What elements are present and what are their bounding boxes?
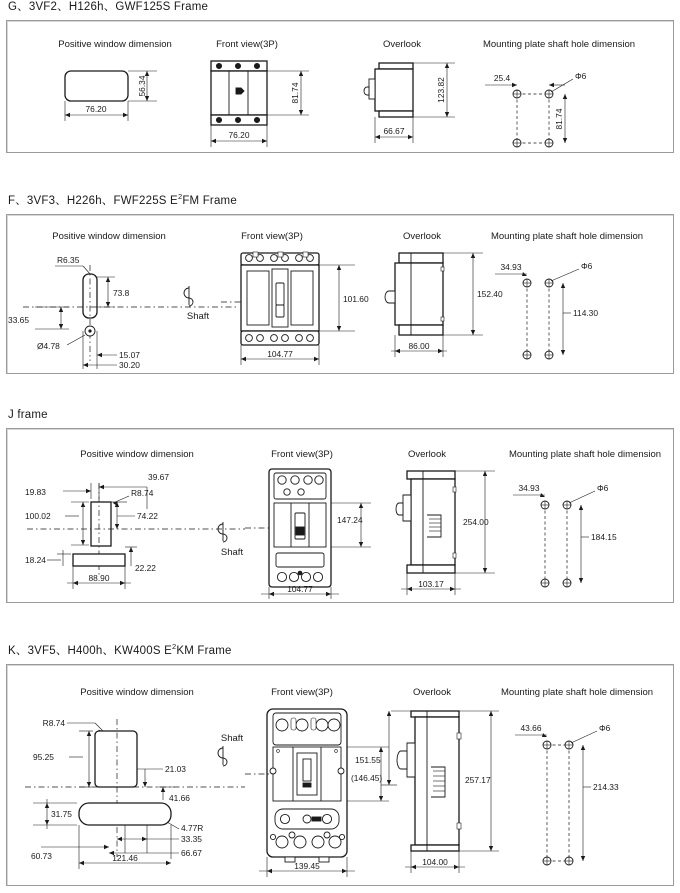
dim-height-overlook-g: 123.82 bbox=[436, 77, 446, 103]
panel-title-front-view-k: Front view(3P) bbox=[271, 686, 333, 698]
drawing-mounting-f bbox=[500, 251, 677, 371]
dim-d1-positive-window-f: 15.07 bbox=[119, 349, 140, 360]
dim-lower-h-positive-window-k: 31.75 bbox=[51, 808, 72, 819]
drawing-overlook-g bbox=[365, 55, 515, 155]
dim-radius-positive-window-j: R8.74 bbox=[131, 488, 154, 498]
dim-top-positive-window-j: 39.67 bbox=[148, 472, 169, 482]
dim-width-front-view-f: 104.77 bbox=[267, 348, 293, 359]
dim-hole-mounting-f: Φ6 bbox=[581, 260, 593, 271]
dim-d2-positive-window-f: 30.20 bbox=[119, 359, 140, 370]
dim-width-positive-window-j: 88.90 bbox=[88, 573, 110, 583]
dim-hole-positive-window-f: Ø4.78 bbox=[37, 340, 60, 351]
dim-height-front-view-j: 147.24 bbox=[337, 515, 363, 525]
drawing-positive-window-g bbox=[47, 59, 207, 139]
section-title-f-pre: F、3VF3、H226h、FWF225S E bbox=[8, 194, 178, 207]
section-title-k-post: KM Frame bbox=[176, 644, 232, 657]
dim-d41-positive-window-k: 41.66 bbox=[169, 792, 190, 803]
dim-d60-positive-window-k: 60.73 bbox=[31, 850, 52, 861]
dim-height-front-view-g: 81.74 bbox=[290, 82, 300, 104]
dim-width-front-view-j: 104.77 bbox=[287, 584, 313, 594]
panel-title-mounting-k: Mounting plate shaft hole dimension bbox=[500, 686, 654, 698]
dim-lower-positive-window-j: 18.24 bbox=[25, 555, 46, 565]
dim-hole-mounting-g: Φ6 bbox=[575, 71, 587, 81]
dim-hole-mounting-j: Φ6 bbox=[597, 483, 609, 493]
dim-height-overlook-j: 254.00 bbox=[463, 517, 489, 527]
section-title-f bbox=[0, 190, 680, 208]
dim-vertical-mounting-j: 184.15 bbox=[591, 532, 617, 542]
dim-height-front-view-f: 101.60 bbox=[343, 293, 369, 304]
section-title-f-sup: 2 bbox=[177, 192, 183, 201]
drawing-mounting-k bbox=[520, 709, 680, 879]
panel-title-positive-window-k: Positive window dimension bbox=[80, 686, 194, 698]
frame-section-k bbox=[0, 640, 680, 886]
panel-title-front-view-g: Front view(3P) bbox=[216, 39, 278, 50]
dim-d66-positive-window-k: 66.67 bbox=[181, 847, 202, 858]
dim-hole-mounting-k: Φ6 bbox=[599, 722, 611, 733]
section-box-g bbox=[6, 20, 674, 153]
panel-title-mounting-g: Mounting plate shaft hole dimension bbox=[482, 39, 636, 50]
panel-title-front-view-j: Front view(3P) bbox=[271, 449, 333, 460]
section-title-f-post: FM Frame bbox=[182, 194, 237, 207]
panel-title-overlook-k: Overlook bbox=[412, 686, 451, 698]
dim-horizontal-mounting-k: 43.66 bbox=[520, 722, 542, 733]
dim-height-alt-front-view-k: (146.45) bbox=[351, 772, 383, 783]
panel-title-front-view-f: Front view(3P) bbox=[241, 230, 303, 242]
panel-title-positive-window-j: Positive window dimension bbox=[80, 449, 194, 460]
dim-lower-right-positive-window-j: 22.22 bbox=[135, 563, 156, 573]
dim-horizontal-mounting-f: 34.93 bbox=[500, 261, 522, 272]
panel-title-overlook-j: Overlook bbox=[407, 449, 446, 460]
drawing-mounting-g bbox=[493, 55, 667, 155]
drawing-front-view-g bbox=[197, 55, 347, 155]
drawing-front-view-f bbox=[229, 247, 399, 369]
dim-horizontal-mounting-j: 34.93 bbox=[518, 483, 540, 493]
section-title-g: G、3VF2、H126h、GWF125S Frame bbox=[8, 1, 209, 13]
frame-section-j bbox=[0, 408, 680, 603]
dim-width-front-view-k: 139.45 bbox=[294, 860, 320, 871]
section-title-k-sup: 2 bbox=[172, 642, 177, 651]
dim-offset-positive-window-k: 21.03 bbox=[165, 763, 186, 774]
dim-height-front-view-k: 151.55 bbox=[355, 754, 381, 765]
dim-width-overlook-g: 66.67 bbox=[383, 126, 405, 136]
section-box-f bbox=[6, 214, 674, 374]
dim-vertical-mounting-g: 81.74 bbox=[554, 108, 564, 130]
dim-width-overlook-j: 103.17 bbox=[418, 579, 444, 589]
dim-height-positive-window-j: 100.02 bbox=[25, 511, 51, 521]
dim-horizontal-mounting-g: 25.4 bbox=[493, 73, 511, 83]
section-title-j: J frame bbox=[8, 409, 48, 421]
dim-height-positive-window-f: 73.8 bbox=[113, 287, 130, 298]
panel-title-overlook-g: Overlook bbox=[382, 39, 421, 50]
panel-label-shaft-f: Shaft bbox=[186, 310, 210, 322]
dim-offset-positive-window-f: 33.65 bbox=[8, 314, 29, 325]
panel-title-positive-window-f: Positive window dimension bbox=[52, 230, 166, 242]
dim-vertical-mounting-f: 114.30 bbox=[573, 307, 598, 318]
dim-width-overlook-f: 86.00 bbox=[408, 340, 430, 351]
frame-section-g bbox=[0, 0, 680, 153]
dim-width-front-view-g: 76.20 bbox=[228, 130, 250, 140]
dim-d33-positive-window-k: 33.35 bbox=[181, 833, 202, 844]
section-box-j bbox=[6, 428, 674, 603]
dim-height-overlook-k: 257.17 bbox=[465, 774, 491, 785]
shaft-symbol-k bbox=[213, 745, 239, 771]
section-title-k bbox=[0, 640, 680, 658]
dim-radius-positive-window-k: R8.74 bbox=[42, 717, 65, 728]
dim-left-positive-window-j: 19.83 bbox=[25, 487, 46, 497]
frame-section-f bbox=[0, 190, 680, 374]
dim-height-overlook-f: 152.40 bbox=[477, 288, 503, 299]
panel-label-shaft-j: Shaft bbox=[220, 547, 244, 558]
dim-radius-positive-window-f: R6.35 bbox=[57, 254, 80, 265]
dim-corner-positive-window-k: 4.77R bbox=[181, 822, 204, 833]
dim-width-positive-window-k: 121.46 bbox=[112, 852, 138, 863]
panel-title-positive-window-g: Positive window dimension bbox=[58, 39, 172, 50]
shaft-symbol-f bbox=[179, 285, 205, 307]
dim-inner-positive-window-j: 74.22 bbox=[137, 511, 158, 521]
section-title-k-pre: K、3VF5、H400h、KW400S E bbox=[8, 644, 172, 657]
panel-title-overlook-f: Overlook bbox=[402, 230, 441, 242]
dim-width-positive-window-g: 76.20 bbox=[85, 104, 107, 114]
dim-vertical-mounting-k: 214.33 bbox=[593, 781, 619, 792]
panel-label-shaft-k: Shaft bbox=[220, 732, 244, 744]
dim-width-overlook-k: 104.00 bbox=[422, 856, 448, 867]
dim-height-positive-window-k: 95.25 bbox=[33, 751, 54, 762]
section-box-k bbox=[6, 664, 674, 886]
dim-height-positive-window-g: 56.34 bbox=[137, 75, 147, 97]
drawing-mounting-j bbox=[518, 469, 680, 599]
panel-title-mounting-f: Mounting plate shaft hole dimension bbox=[490, 230, 644, 242]
shaft-symbol-j bbox=[213, 521, 239, 545]
panel-title-mounting-j: Mounting plate shaft hole dimension bbox=[508, 449, 662, 460]
